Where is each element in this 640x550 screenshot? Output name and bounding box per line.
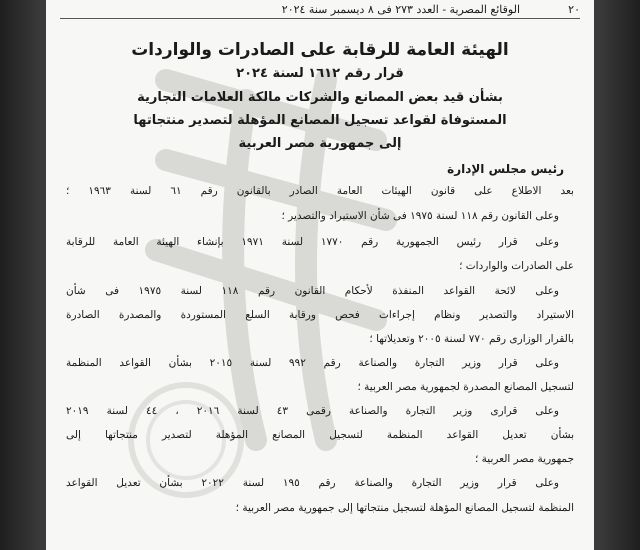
- body-line: بالقرار الوزارى رقم ٧٧٠ لسنة ٢٠٠٥ وتعديلاتها ؛: [369, 333, 574, 345]
- page-header: [60, 2, 580, 19]
- body-line: لتسجيل المصانع المصدرة لجمهورية مصر العربية ؛: [357, 381, 574, 393]
- body-line: الاستيراد والتصدير ونظام إجراءات فحص ورقابة السلع المستوردة والمصدرة الصادرة: [66, 309, 574, 321]
- authority-title: الهيئة العامة للرقابة على الصادرات والواردات: [131, 40, 509, 60]
- body-line: وعلى لائحة القواعد المنفذة لأحكام القانون رقم ١١٨ لسنة ١٩٧٥ فى شأن: [66, 285, 559, 297]
- chairman-heading: رئيس مجلس الإدارة: [447, 162, 564, 176]
- body-line: جمهورية مصر العربية ؛: [474, 453, 574, 465]
- decree-subject-line-3: إلى جمهورية مصر العربية: [238, 136, 402, 151]
- body-line: وعلى قرارى وزير التجارة والصناعة رقمى ٤٣ لسنة ٢٠١٦ ، ٤٤ لسنة ٢٠١٩: [66, 405, 559, 417]
- decree-number: قرار رقم ١٦١٢ لسنة ٢٠٢٤: [236, 66, 404, 81]
- body-line: المنظمة لتسجيل المصانع المؤهلة لتسجيل منتجاتها إلى جمهورية مصر العربية ؛: [235, 502, 574, 514]
- body-line: بشأن تعديل القواعد المنظمة لتسجيل المصانع المؤهلة لتصدير منتجاتها إلى: [66, 429, 574, 441]
- body-line: بعد الاطلاع على قانون الهيئات العامة الصادر بالقانون رقم ٦١ لسنة ١٩٦٣ ؛: [66, 185, 574, 197]
- body-line: وعلى القانون رقم ١١٨ لسنة ١٩٧٥ فى شأن الاستيراد والتصدير ؛: [281, 210, 559, 222]
- gazette-page[interactable]: [46, 0, 594, 550]
- body-line: على الصادرات والواردات ؛: [459, 260, 574, 272]
- body-line: وعلى قرار وزير التجارة والصناعة رقم ٩٩٢ لسنة ٢٠١٥ بشأن القواعد المنظمة: [66, 357, 559, 369]
- decree-subject-line-1: بشأن قيد بعض المصانع والشركات مالكة العلامات التجارية: [137, 90, 503, 105]
- decree-subject-line-2: المستوفاة لقواعد تسجيل المصانع المؤهلة لتصدير منتجاتها: [133, 113, 507, 128]
- running-title: الوقائع المصرية - العدد ٢٧٣ فى ٨ ديسمبر سنة ٢٠٢٤: [281, 3, 520, 16]
- body-line: وعلى قرار رئيس الجمهورية رقم ١٧٧٠ لسنة ١٩٧١ بإنشاء الهيئة العامة للرقابة: [66, 236, 559, 248]
- page-number: ٢٠: [568, 3, 580, 16]
- body-line: وعلى قرار وزير التجارة والصناعة رقم ١٩٥ لسنة ٢٠٢٢ بشأن تعديل القواعد: [66, 477, 559, 489]
